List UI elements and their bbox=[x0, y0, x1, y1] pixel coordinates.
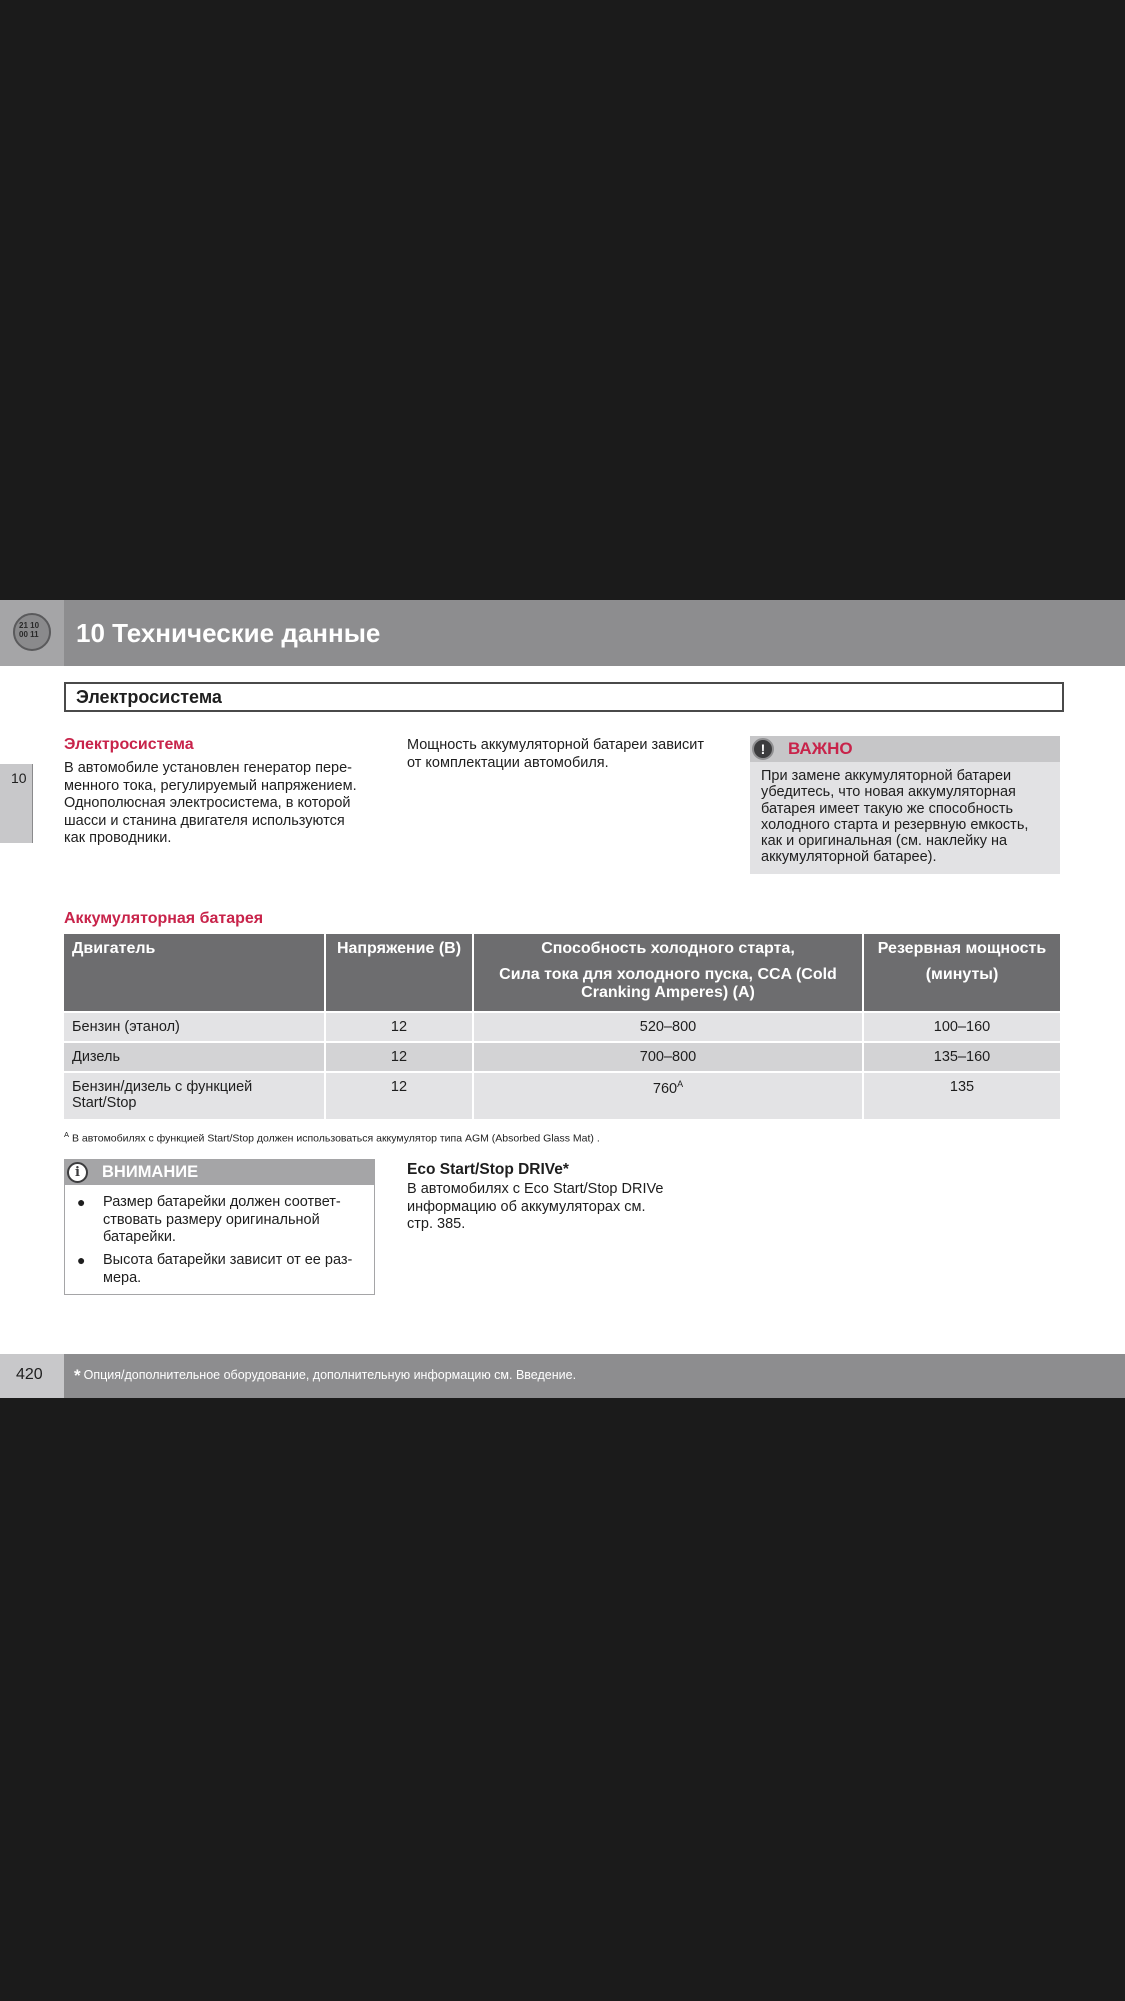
info-icon: i bbox=[67, 1162, 88, 1183]
bullet-icon: ● bbox=[77, 1194, 86, 1210]
page-number: 420 bbox=[16, 1366, 43, 1383]
warning-line: мера. bbox=[103, 1269, 142, 1286]
chapter-side-tab[interactable] bbox=[0, 764, 33, 843]
cell-reserve: 135–160 bbox=[863, 1042, 1060, 1072]
important-line: батарея имеет такую же способность bbox=[761, 800, 1014, 817]
electrical-line: В автомобиле установлен генератор пере- bbox=[64, 760, 352, 776]
warning-title: ВНИМАНИЕ bbox=[102, 1163, 199, 1181]
table-row bbox=[64, 1072, 1060, 1120]
capacity-paragraph bbox=[407, 737, 727, 772]
footnote-text: В автомобилях с функцией Start/Stop должен использоваться аккумулятор типа AGM (Absorbed Glass Mat) . bbox=[71, 1132, 600, 1145]
header-icon-area bbox=[0, 600, 64, 666]
table-row bbox=[64, 1042, 1060, 1072]
capacity-line: Мощность аккумуляторной батареи зависит bbox=[407, 737, 704, 753]
column-header-voltage: Напряжение (В) bbox=[325, 934, 473, 1012]
column-header-cca bbox=[473, 934, 863, 1012]
eco-line: стр. 385. bbox=[407, 1216, 466, 1232]
battery-table bbox=[64, 934, 1060, 1121]
footnote-marker: A bbox=[677, 1079, 684, 1089]
warning-notice bbox=[64, 1159, 375, 1295]
electrical-heading: Электросистема bbox=[64, 736, 194, 753]
footer-text: Опция/дополнительное оборудование, дополнительную информацию см. Введение. bbox=[83, 1368, 577, 1382]
section-title-box bbox=[64, 682, 1064, 712]
important-title-bar bbox=[750, 736, 1060, 762]
warning-item-text bbox=[103, 1194, 368, 1247]
cell-engine: Бензин/дизель с функцией Start/Stop bbox=[64, 1072, 325, 1120]
cell-reserve: 135 bbox=[863, 1072, 1060, 1120]
cell-engine: Бензин (этанол) bbox=[64, 1012, 325, 1042]
cell-cca: 520–800 bbox=[473, 1012, 863, 1042]
cell-reserve: 100–160 bbox=[863, 1012, 1060, 1042]
cca-value: 760 bbox=[652, 1080, 678, 1097]
warning-line: ствовать размеру оригинальной bbox=[103, 1211, 320, 1228]
column-header-reserve bbox=[863, 934, 1060, 1012]
cell-engine: Дизель bbox=[64, 1042, 325, 1072]
eco-line: информацию об аккумуляторах см. bbox=[407, 1198, 646, 1215]
cell-voltage: 12 bbox=[325, 1072, 473, 1120]
electrical-line: менного тока, регулируемый напряжением. bbox=[64, 777, 357, 794]
electrical-line: шасси и станина двигателя используются bbox=[64, 812, 345, 829]
warning-line: батарейки. bbox=[103, 1229, 176, 1245]
reserve-subtitle: (минуты) bbox=[925, 966, 999, 983]
page-number-box bbox=[0, 1354, 64, 1398]
chapter-technical-data-icon bbox=[13, 613, 51, 651]
important-line: убедитесь, что новая аккумуляторная bbox=[761, 784, 1016, 801]
eco-paragraph bbox=[407, 1181, 727, 1234]
cca-title: Способность холодного старта, bbox=[541, 940, 795, 957]
cell-cca: 700–800 bbox=[473, 1042, 863, 1072]
warning-line: Высота батарейки зависит от ее раз- bbox=[103, 1252, 353, 1268]
important-line: При замене аккумуляторной батареи bbox=[761, 768, 1012, 784]
bullet-icon: ● bbox=[77, 1252, 86, 1268]
electrical-line: как проводники. bbox=[64, 830, 172, 846]
asterisk: * bbox=[74, 1366, 81, 1385]
section-title: Электросистема bbox=[76, 687, 222, 707]
important-text bbox=[761, 768, 1056, 866]
cell-cca bbox=[473, 1072, 863, 1120]
exclamation-icon: ! bbox=[752, 738, 774, 760]
chapter-icon-line-2: 00 11 bbox=[19, 630, 39, 639]
cell-voltage: 12 bbox=[325, 1012, 473, 1042]
reserve-title: Резервная мощность bbox=[877, 940, 1047, 957]
column-header-engine: Двигатель bbox=[64, 934, 325, 1012]
warning-title-bar bbox=[65, 1160, 374, 1185]
important-line: холодного старта и резервную емкость, bbox=[761, 816, 1029, 833]
important-notice bbox=[750, 736, 1060, 874]
footer-note bbox=[74, 1366, 576, 1386]
important-line: аккумуляторной батарее). bbox=[761, 849, 937, 866]
page-footer bbox=[0, 1354, 1125, 1398]
warning-line: Размер батарейки должен соответ- bbox=[103, 1194, 341, 1210]
electrical-paragraph bbox=[64, 760, 384, 848]
table-row bbox=[64, 1012, 1060, 1042]
eco-heading: Eco Start/Stop DRIVe* bbox=[407, 1161, 569, 1178]
cell-voltage: 12 bbox=[325, 1042, 473, 1072]
chapter-title: 10 Технические данные bbox=[76, 618, 381, 648]
warning-item-text bbox=[103, 1252, 368, 1287]
battery-heading: Аккумуляторная батарея bbox=[64, 910, 264, 927]
battery-footnote bbox=[64, 1130, 600, 1145]
cca-subtitle: Сила тока для холодного пуска, CCA (Cold Cranking Amperes) (A) bbox=[499, 966, 837, 1001]
electrical-line: Однополюсная электросистема, в которой bbox=[64, 795, 351, 811]
eco-line: В автомобилях с Eco Start/Stop DRIVe bbox=[407, 1181, 664, 1197]
side-tab-label: 10 bbox=[11, 770, 27, 786]
chapter-icon-line-1: 21 10 bbox=[19, 621, 40, 630]
important-title: ВАЖНО bbox=[788, 739, 853, 758]
capacity-line: от комплектации автомобиля. bbox=[407, 754, 609, 771]
chapter-header bbox=[0, 600, 1125, 666]
manual-page bbox=[0, 600, 1125, 1398]
footnote-mark: A bbox=[64, 1130, 70, 1139]
important-line: как и оригинальная (см. наклейку на bbox=[761, 833, 1008, 850]
